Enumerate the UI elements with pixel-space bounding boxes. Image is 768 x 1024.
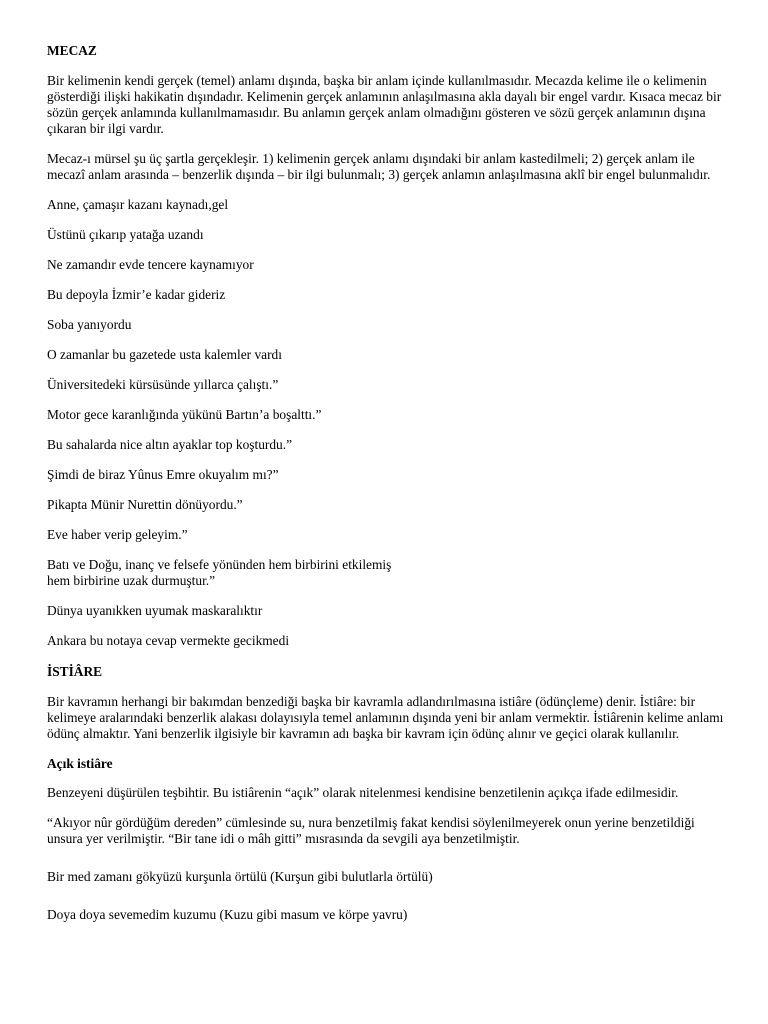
example-sentence: Bu sahalarda nice altın ayaklar top koşturdu.”	[47, 437, 293, 452]
mecaz-examples-list	[47, 197, 728, 649]
acik-istiare-definition-paragraph: Benzeyeni düşürülen teşbihtir. Bu istiârenin “açık” olarak nitelenmesi kendisine benzetilenin açıkça ifade edilmesidir.	[47, 785, 679, 800]
example-sentence-two-line	[47, 557, 728, 589]
example-sentence: Pikapta Münir Nurettin dönüyordu.”	[47, 497, 243, 512]
acik-istiare-example-2: Doya doya sevemedim kuzumu (Kuzu gibi masum ve körpe yavru)	[47, 907, 408, 922]
example-sentence: Ne zamandır evde tencere kaynamıyor	[47, 257, 254, 272]
example-sentence: Üstünü çıkarıp yatağa uzandı	[47, 227, 204, 242]
example-sentence: O zamanlar bu gazetede usta kalemler vardı	[47, 347, 282, 362]
acik-istiare-example-1: Bir med zamanı gökyüzü kurşunla örtülü (Kurşun gibi bulutlarla örtülü)	[47, 869, 433, 884]
mecaz-conditions-paragraph: Mecaz-ı mürsel şu üç şartla gerçekleşir. 1) kelimenin gerçek anlamı dışındaki bir anlam kastedilmeli; 2) gerçek anlam ile mecazî anlam arasında – benzerlik dışında – bir ilgi bulunmalı; 3) gerçek anlamın anlaşılmasına aklî bir engel bulunmalıdır.	[47, 151, 711, 182]
istiare-heading: İSTİÂRE	[47, 664, 103, 679]
example-sentence: Üniversitedeki kürsüsünde yıllarca çalıştı.”	[47, 377, 279, 392]
example-sentence: Dünya uyanıkken uyumak maskaralıktır	[47, 603, 263, 618]
example-sentence: Ankara bu notaya cevap vermekte gecikmedi	[47, 633, 290, 648]
mecaz-definition-paragraph: Bir kelimenin kendi gerçek (temel) anlamı dışında, başka bir anlam içinde kullanılmasıdır. Mecazda kelime ile o kelimenin gösterdiği ilişki hakikatin dışındadır. Kelimenin gerçek anlamının anlaşılmasına akla dayalı bir engel vardır. Kısaca mecaz bir sözün gerçek anlamında kullanılmamasıdır. Bu anlamın gerçek anlam olmadığını gösteren ve sözü gerçek anlamının dışına çıkaran bir ilgi vardır.	[47, 73, 722, 136]
example-sentence: Bu depoyla İzmir’e kadar gideriz	[47, 287, 226, 302]
example-sentence: Soba yanıyordu	[47, 317, 132, 332]
mecaz-heading: MECAZ	[47, 43, 97, 58]
example-sentence: Anne, çamaşır kazanı kaynadı,gel	[47, 197, 229, 212]
acik-istiare-example-paragraph: “Akıyor nûr gördüğüm dereden” cümlesinde su, nura benzetilmiş fakat kendisi söylenilmeyerek onun yerine benzetildiği unsura yer verilmiştir. “Bir tane idi o mâh gitti” mısrasında da sevgili aya benzetilmiştir.	[47, 815, 695, 846]
istiare-definition-paragraph: Bir kavramın herhangi bir bakımdan benzediği başka bir kavramla adlandırılmasına istiâre (ödünçleme) denir. İstiâre: bir kelimeye aralarındaki benzerlik alakası dolayısıyla temel anlamının dışında yeni bir anlam vermektir. İstiârenin kelime anlamı ödünç almaktır. Yani benzerlik ilgisiyle bir kavramın adı başka bir kavram için ödünç alınır ve geçici olarak kullanılır.	[47, 694, 724, 741]
spacer	[47, 861, 728, 869]
example-sentence: Eve haber verip geleyim.”	[47, 527, 188, 542]
example-sentence: Şimdi de biraz Yûnus Emre okuyalım mı?”	[47, 467, 279, 482]
spacer	[47, 899, 728, 907]
example-line: Batı ve Doğu, inanç ve felsefe yönünden hem birbirini etkilemiş	[47, 557, 392, 572]
example-sentence: Motor gece karanlığında yükünü Bartın’a boşalttı.”	[47, 407, 322, 422]
example-line: hem birbirine uzak durmuştur.”	[47, 573, 216, 588]
acik-istiare-heading: Açık istiâre	[47, 756, 113, 771]
